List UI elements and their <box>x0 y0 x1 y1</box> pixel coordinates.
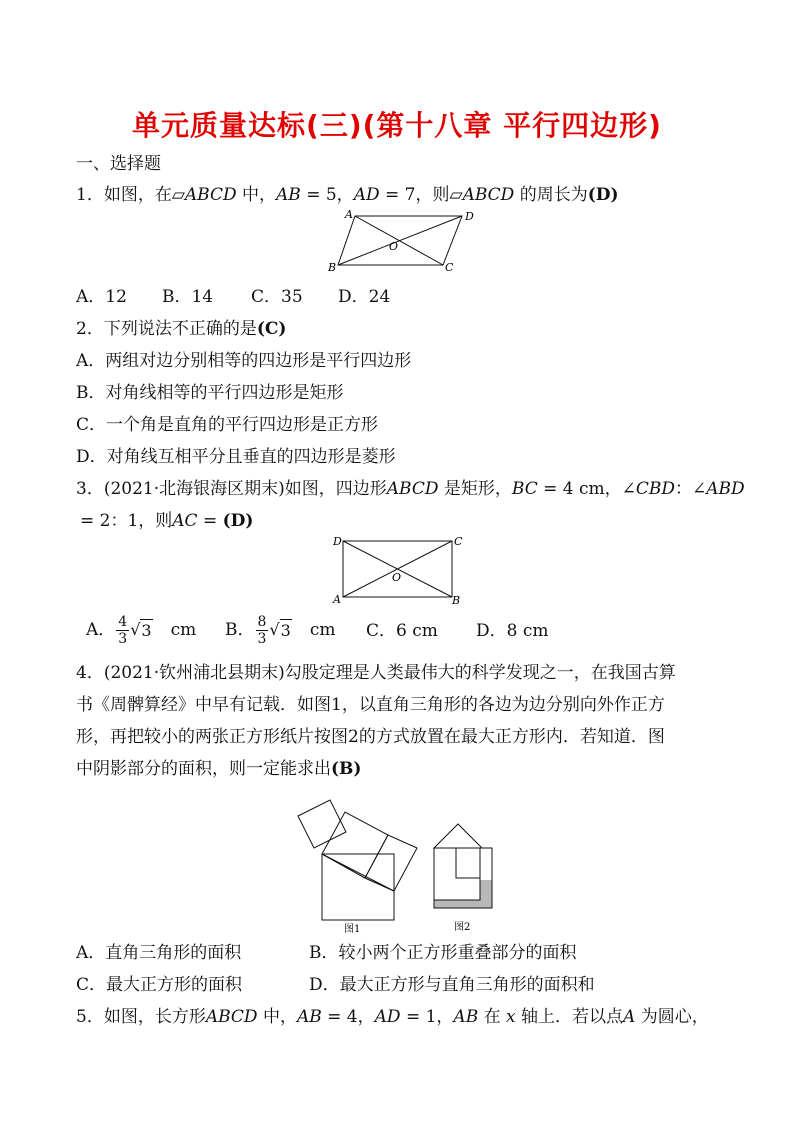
q3-text: = 2：1，则 <box>80 511 173 531</box>
q5-text: 中， <box>257 1007 297 1027</box>
radicand: 3 <box>141 620 152 640</box>
q3-text: ：∠ <box>675 479 707 499</box>
q5-var: AD <box>374 1007 401 1027</box>
q4-answer: (B) <box>331 759 362 779</box>
label-D: D <box>333 535 342 548</box>
q1-answer: (D) <box>587 185 619 205</box>
q1-option-b: B．14 <box>162 287 214 307</box>
label-O: O <box>392 571 402 584</box>
q5-text: = 1， <box>400 1007 454 1027</box>
q1-option-a: A．12 <box>76 287 127 307</box>
page-title: 单元质量达标(三)(第十八章 平行四边形) <box>132 109 662 142</box>
q3-var: AC <box>172 511 198 531</box>
q2-option-a: A．两组对边分别相等的四边形是平行四边形 <box>76 351 412 371</box>
q1-text: 的周长为 <box>514 185 588 205</box>
q3-answer: (D) <box>222 511 254 531</box>
q5-var: AB <box>453 1007 479 1027</box>
q1-text: 中， <box>236 185 277 205</box>
q2-option-b: B．对角线相等的平行四边形是矩形 <box>76 383 344 403</box>
q3-option-c: C．6 cm <box>366 621 438 641</box>
q3-var: ABCD <box>386 479 439 499</box>
figure-1-caption: 图1 <box>344 924 361 935</box>
q1-option-c: C．35 <box>251 287 303 307</box>
q4-figure-1 <box>290 790 430 940</box>
q5-var: x <box>506 1007 516 1027</box>
label-A: A <box>333 593 341 606</box>
q5-var: ABCD <box>205 1007 258 1027</box>
q2-option-d: D．对角线互相平分且垂直的四边形是菱形 <box>76 447 396 467</box>
q3-option-d: D．8 cm <box>476 621 549 641</box>
question-4-line4 <box>76 758 361 780</box>
q2-option-c: C．一个角是直角的平行四边形是正方形 <box>76 415 379 435</box>
sqrt-icon: √ <box>269 620 280 639</box>
q5-var: A <box>623 1007 636 1027</box>
label-C: C <box>454 535 463 548</box>
label-A: A <box>345 208 353 221</box>
option-label: A． <box>86 620 116 640</box>
q3-var: BC <box>511 479 538 499</box>
q3-rectangle-figure <box>330 534 465 606</box>
q5-var: AB <box>296 1007 322 1027</box>
q3-option-b <box>225 610 335 650</box>
question-3-stem-line2 <box>80 510 253 532</box>
question-4-line3: 形，再把较小的两张正方形纸片按图2的方式放置在最大正方形内．若知道．图 <box>76 727 665 747</box>
sqrt-icon: √ <box>130 620 141 639</box>
fraction <box>116 614 129 647</box>
denominator: 3 <box>257 630 267 647</box>
question-2-stem <box>76 318 286 340</box>
question-3-stem <box>76 478 745 500</box>
q3-text: = 4 cm，∠ <box>537 479 636 499</box>
question-4-line2: 书《周髀算经》中早有记载．如图1，以直角三角形的各边为边分别向外作正方 <box>76 695 665 715</box>
q4-text: 中阴影部分的面积，则一定能求出 <box>76 759 331 779</box>
section-heading: 一、选择题 <box>76 154 161 174</box>
q1-var: ABCD <box>462 185 515 205</box>
q3-text: 是矩形， <box>438 479 512 499</box>
q1-option-d: D．24 <box>338 287 391 307</box>
q3-text: 3．(2021·北海银海区期末)如图，四边形 <box>76 479 387 499</box>
q1-var: AD <box>353 185 380 205</box>
label-B: B <box>328 261 337 274</box>
q3-var: CBD <box>635 479 676 499</box>
q5-text: 轴上．若以点 <box>515 1007 624 1027</box>
q1-text: 1．如图，在▱ <box>76 185 185 205</box>
q3-text: = <box>197 511 223 531</box>
unit: cm <box>309 620 336 640</box>
q4-option-b: B．较小两个正方形重叠部分的面积 <box>309 943 577 963</box>
question-4-line1: 4．(2021·钦州浦北县期末)勾股定理是人类最伟大的科学发现之一，在我国古算 <box>76 663 676 683</box>
q3-option-a <box>86 610 196 650</box>
q5-text: 在 <box>478 1007 507 1027</box>
figure-2-caption: 图2 <box>454 922 471 933</box>
q1-var: AB <box>276 185 301 205</box>
q3-var: ABD <box>706 479 745 499</box>
q1-var: ABCD <box>184 185 237 205</box>
q1-text: = 5， <box>300 185 354 205</box>
q4-option-a: A．直角三角形的面积 <box>76 943 242 963</box>
q5-text: 5．如图，长方形 <box>76 1007 206 1027</box>
question-5-stem <box>76 1006 709 1028</box>
numerator: 4 <box>118 613 128 630</box>
q2-answer: (C) <box>256 319 287 339</box>
numerator: 8 <box>257 613 267 630</box>
label-C: C <box>445 261 454 274</box>
q2-text: 2．下列说法不正确的是 <box>76 319 257 339</box>
q5-text: 为圆心， <box>635 1007 709 1027</box>
radicand: 3 <box>280 620 291 640</box>
label-O: O <box>389 240 399 253</box>
q1-parallelogram-figure <box>325 205 474 275</box>
q1-text: = 7，则▱ <box>379 185 463 205</box>
unit: cm <box>170 620 197 640</box>
label-D: D <box>465 210 474 223</box>
q4-option-c: C．最大正方形的面积 <box>76 975 243 995</box>
denominator: 3 <box>118 630 128 647</box>
q4-option-d: D．最大正方形与直角三角形的面积和 <box>309 975 595 995</box>
fraction <box>256 614 269 647</box>
option-label: B． <box>225 620 255 640</box>
q4-figure-2 <box>430 818 500 938</box>
question-1-stem <box>76 184 619 206</box>
label-B: B <box>452 594 461 607</box>
q5-text: = 4， <box>321 1007 375 1027</box>
